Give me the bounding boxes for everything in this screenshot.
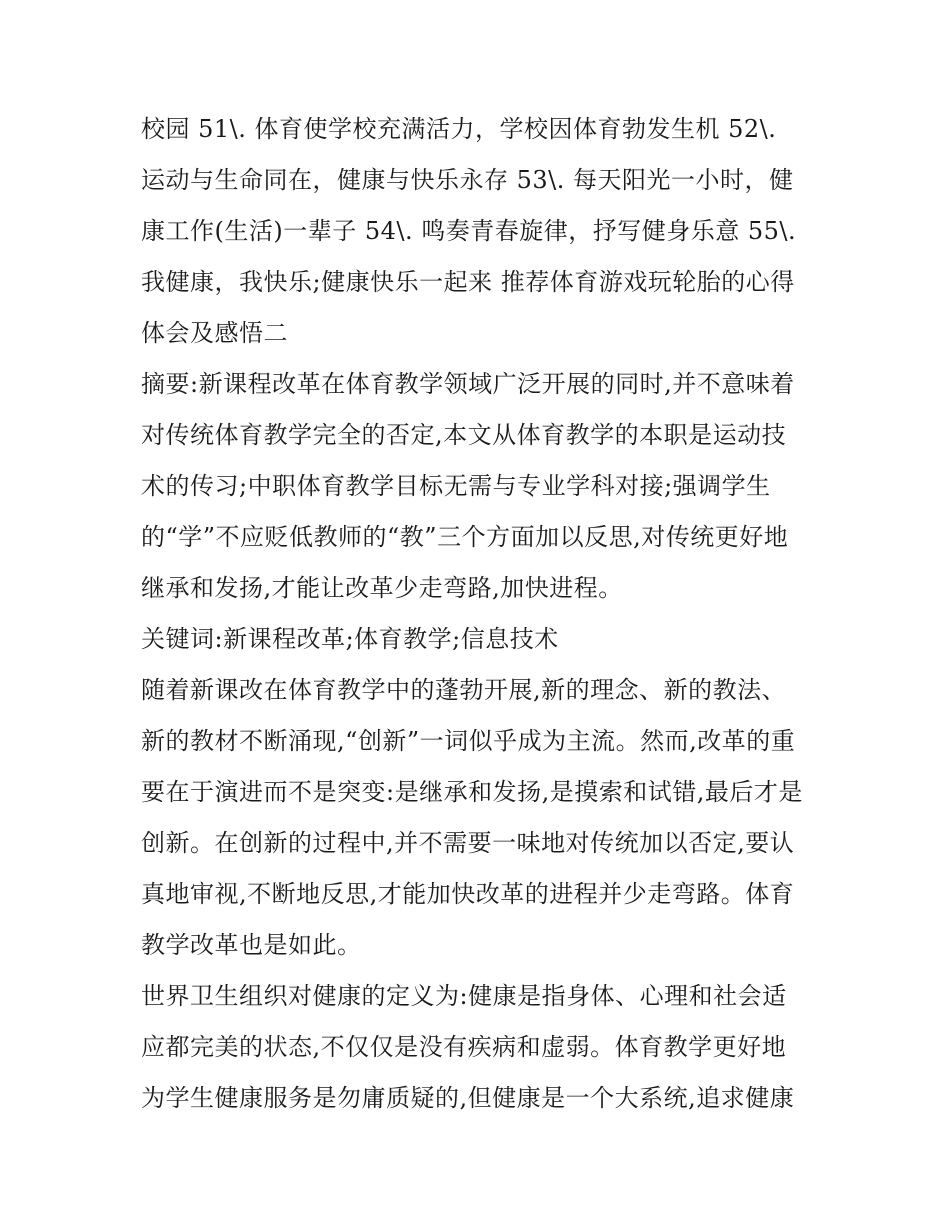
- text-line: 校园 51\. 体育使学校充满活力，学校因体育勃发生机 52\.: [141, 115, 777, 143]
- body-line: 应都完美的状态,不仅仅是没有疾病和虚弱。体育教学更好地: [141, 1033, 787, 1061]
- body-line: 世界卫生组织对健康的定义为:健康是指身体、心理和社会适: [141, 982, 787, 1010]
- abstract-line: 术的传习;中职体育教学目标无需与专业学科对接;强调学生: [141, 472, 771, 500]
- abstract-line: 对传统体育教学完全的否定,本文从体育教学的本职是运动技: [141, 421, 787, 449]
- text-line: 体会及感悟二: [141, 319, 288, 347]
- body-line: 要在于演进而不是突变:是继承和发扬,是摸索和试错,最后才是: [141, 778, 803, 806]
- body-line: 教学改革也是如此。: [141, 931, 362, 959]
- text-line: 我健康，我快乐;健康快乐一起来 推荐体育游戏玩轮胎的心得: [141, 268, 795, 296]
- body-line: 新的教材不断涌现,“创新”一词似乎成为主流。然而,改革的重: [141, 727, 796, 755]
- keywords-line: 关键词:新课程改革;体育教学;信息技术: [141, 625, 559, 653]
- abstract-line: 摘要:新课程改革在体育教学领域广泛开展的同时,并不意味着: [141, 370, 795, 398]
- body-line: 真地审视,不断地反思,才能加快改革的进程并少走弯路。体育: [141, 880, 795, 908]
- text-line: 运动与生命同在，健康与快乐永存 53\. 每天阳光一小时，健: [141, 166, 794, 194]
- document-text-body: [141, 104, 821, 1124]
- body-line: 为学生健康服务是勿庸质疑的,但健康是一个大系统,追求健康: [141, 1084, 795, 1112]
- body-line: 随着新课改在体育教学中的蓬勃开展,新的理念、新的教法、: [141, 676, 787, 704]
- abstract-line: 的“学”不应贬低教师的“教”三个方面加以反思,对传统更好地: [141, 523, 789, 551]
- abstract-line: 继承和发扬,才能让改革少走弯路,加快进程。: [141, 574, 623, 602]
- body-line: 创新。在创新的过程中,并不需要一味地对传统加以否定,要认: [141, 829, 795, 857]
- text-line: 康工作(生活)一辈子 54\. 鸣奏青春旋律，抒写健身乐意 55\.: [141, 217, 797, 245]
